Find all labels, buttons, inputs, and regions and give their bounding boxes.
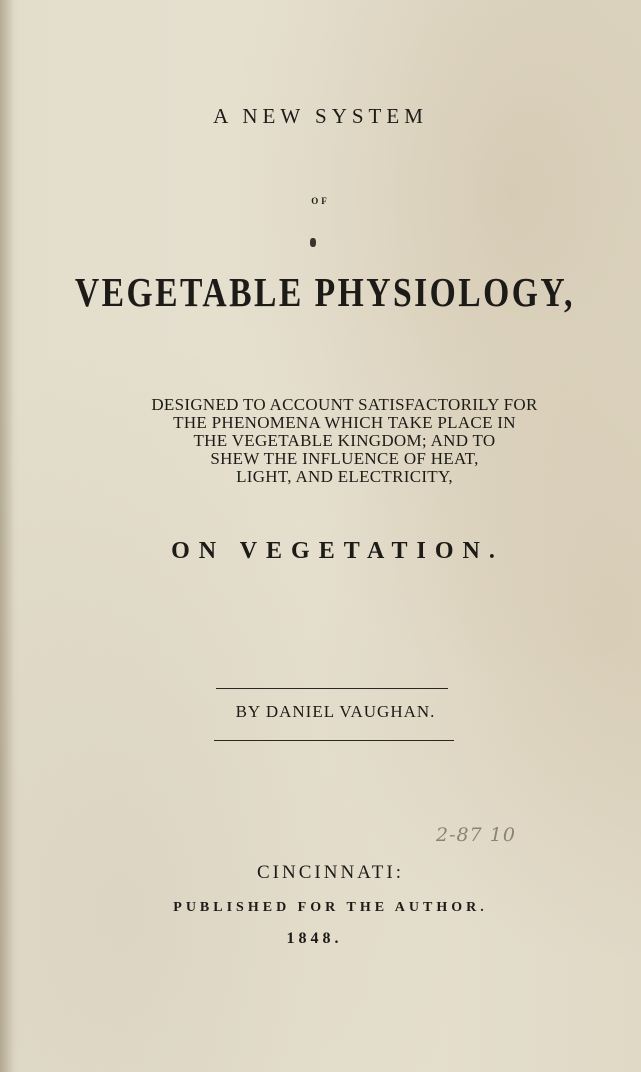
divider-bottom [214,740,454,741]
main-title: VEGETABLE PHYSIOLOGY, [74,269,575,315]
ink-speck [310,238,316,247]
author-byline: BY DANIEL VAUGHAN. [235,702,436,721]
imprint-place: CINCINNATI: [257,862,404,883]
handwritten-shelf-mark: 2-87 10 [436,824,516,846]
description-line: THE PHENOMENA WHICH TAKE PLACE IN [173,413,516,432]
title-line-2: OF [311,196,330,206]
description-line: LIGHT, AND ELECTRICITY, [236,467,453,486]
description-line: THE VEGETABLE KINGDOM; AND TO [193,431,496,450]
imprint-year: 1848. [286,930,343,947]
divider-top [216,688,448,689]
title-line-1: A NEW SYSTEM [213,104,428,128]
description-line: DESIGNED TO ACCOUNT SATISFACTORILY FOR [151,395,538,414]
subtitle: ON VEGETATION. [171,538,504,564]
description-line: SHEW THE INFLUENCE OF HEAT, [210,449,479,468]
imprint-publisher: PUBLISHED FOR THE AUTHOR. [173,900,488,915]
